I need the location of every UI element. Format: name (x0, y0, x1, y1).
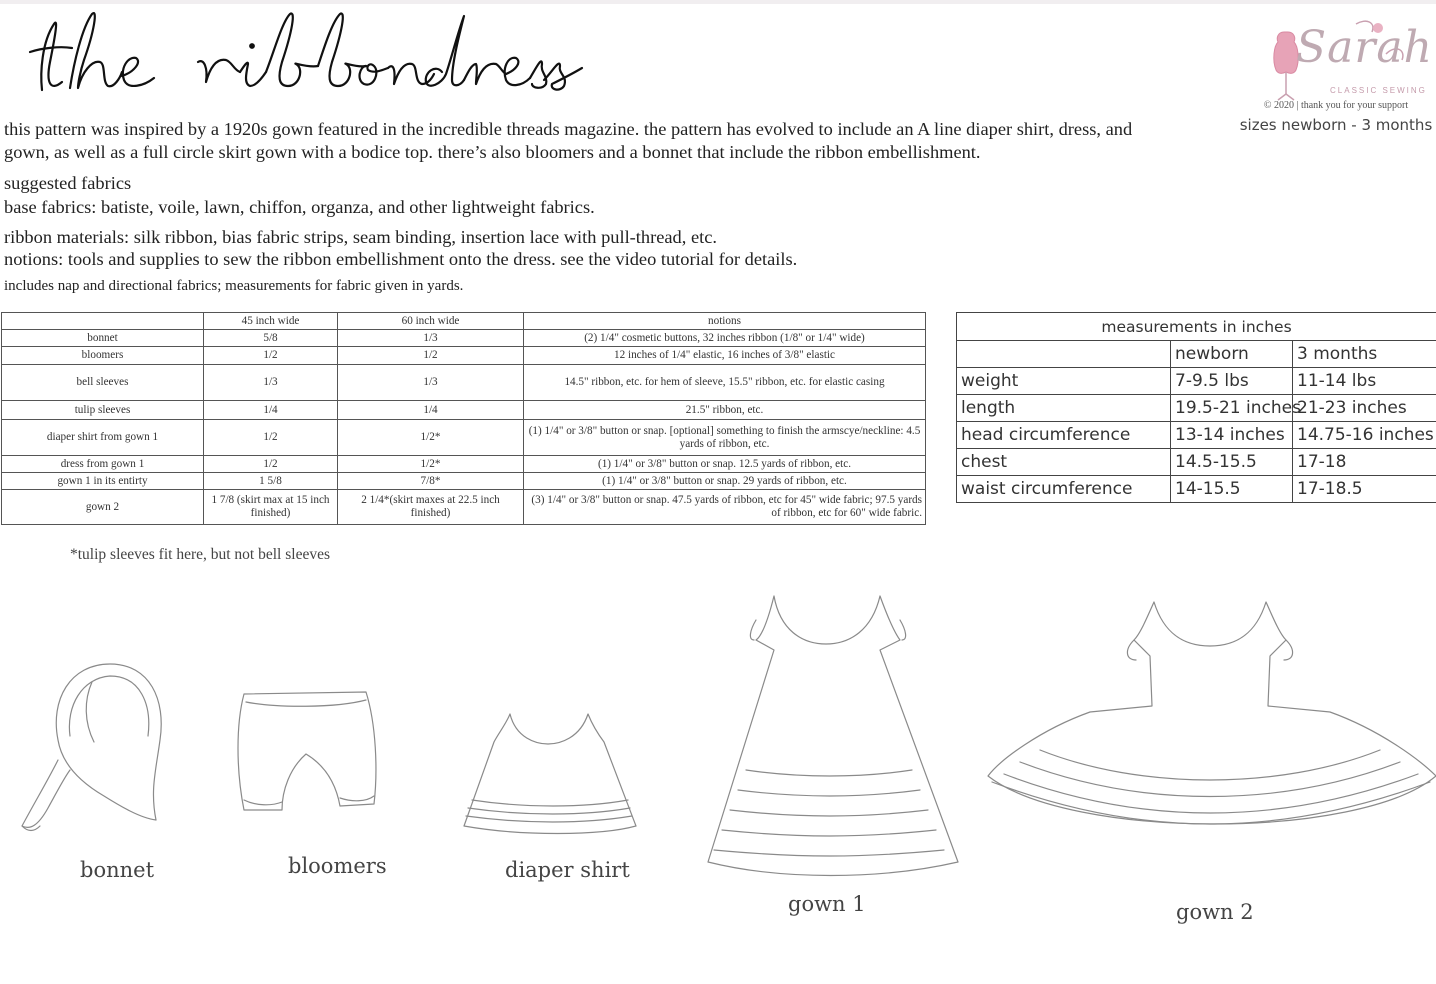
suggested-fabrics-heading: suggested fabrics (4, 173, 132, 193)
label-gown-1: gown 1 (788, 892, 866, 916)
copyright-text: © 2020 | thank you for your support (1263, 100, 1409, 111)
label-gown-2: gown 2 (1176, 900, 1254, 924)
table-cell: length (957, 395, 1171, 422)
table-cell: 2 1/4*(skirt maxes at 22.5 inch finished) (338, 490, 524, 525)
diaper-shirt-drawing (464, 714, 636, 834)
table-cell: 1/2 (204, 456, 338, 473)
fabric-requirements-table (1, 312, 926, 525)
table-cell: 21.5" ribbon, etc. (524, 401, 926, 420)
bloomers-drawing (238, 692, 376, 810)
table-cell: 1/2* (338, 420, 524, 456)
table-cell: bell sleeves (2, 365, 204, 401)
table-cell: weight (957, 368, 1171, 395)
table-header-cell: 60 inch wide (338, 313, 524, 330)
gown-1-drawing (708, 596, 958, 876)
table-cell: 1/2* (338, 456, 524, 473)
table-header-row (2, 313, 926, 330)
table-header-cell: notions (524, 313, 926, 330)
table-cell: 1/2 (204, 420, 338, 456)
table-cell: bonnet (2, 330, 204, 347)
table-cell: 14.5-15.5 (1171, 449, 1293, 476)
table-cell: 5/8 (204, 330, 338, 347)
table-header-cell: 3 months (1293, 341, 1436, 368)
table-cell: 21-23 inches (1293, 395, 1436, 422)
table-cell: bloomers (2, 347, 204, 365)
table-row (957, 476, 1436, 503)
bonnet-drawing (22, 664, 161, 831)
label-bloomers: bloomers (288, 854, 387, 878)
table-cell: 1/4 (338, 401, 524, 420)
table-cell: chest (957, 449, 1171, 476)
table-cell: 1/3 (338, 330, 524, 347)
table-row (957, 422, 1436, 449)
garment-illustrations (0, 580, 1436, 880)
table-cell: dress from gown 1 (2, 456, 204, 473)
table-cell: 1/2 (338, 347, 524, 365)
table-cell: 12 inches of 1/4" elastic, 16 inches of 3/8" elastic (524, 347, 926, 365)
notions-text: notions: tools and supplies to sew the ribbon embellishment onto the dress. see the video tutorial for details. (4, 249, 798, 269)
sizes-text: sizes newborn - 3 months (1239, 116, 1433, 134)
intro-paragraph: this pattern was inspired by a 1920s gown featured in the incredible threads magazine. the pattern has evolved to include an A line diaper shirt, dress, and gown, as well as a full circle skirt gown with a bodice top. there’s also bloomers and a bonnet that include the ribbon embellishment. (4, 119, 1133, 162)
page-title (12, 2, 592, 112)
table-header-cell: 45 inch wide (204, 313, 338, 330)
base-fabrics-text: base fabrics: batiste, voile, lawn, chiffon, organza, and other lightweight fabrics. (4, 197, 595, 217)
label-bonnet: bonnet (80, 858, 155, 882)
measurements-title-row (957, 313, 1436, 341)
table-cell: 7-9.5 lbs (1171, 368, 1293, 395)
table-row (2, 473, 926, 490)
table-cell: 13-14 inches (1171, 422, 1293, 449)
table-cell: 1/3 (338, 365, 524, 401)
table-row (2, 330, 926, 347)
table-row (957, 395, 1436, 422)
table-cell: (3) 1/4" or 3/8" button or snap. 47.5 yards of ribbon, etc for 45" wide fabric; 97.5 yards of ribbon, etc for 60" wide fabric. (524, 490, 926, 525)
table-cell: 17-18.5 (1293, 476, 1436, 503)
ribbon-materials-text: ribbon materials: silk ribbon, bias fabric strips, seam binding, insertion lace with pull-thread, etc. (4, 227, 717, 247)
table-cell: (2) 1/4" cosmetic buttons, 32 inches ribbon (1/8" or 1/4" wide) (524, 330, 926, 347)
table-cell: (1) 1/4" or 3/8" button or snap. [optional] something to finish the armscye/neckline: 4.5 yards of ribbon, etc. (524, 420, 926, 456)
table-cell: 14-15.5 (1171, 476, 1293, 503)
measurements-table (956, 312, 1436, 503)
table-row (2, 347, 926, 365)
table-row (957, 449, 1436, 476)
gown-2-drawing (988, 602, 1436, 824)
table-cell: 14.75-16 inches (1293, 422, 1436, 449)
brand-logo (1238, 14, 1434, 139)
table-cell: 11-14 lbs (1293, 368, 1436, 395)
table-header-cell: newborn (1171, 341, 1293, 368)
table-header-cell (957, 341, 1171, 368)
table-cell: head circumference (957, 422, 1171, 449)
table-cell: (1) 1/4" or 3/8" button or snap. 29 yards of ribbon, etc. (524, 473, 926, 490)
table-cell: gown 2 (2, 490, 204, 525)
footnote-text: *tulip sleeves fit here, but not bell sleeves (70, 546, 330, 563)
table-row (2, 490, 926, 525)
table-cell: 1/3 (204, 365, 338, 401)
table-row (2, 401, 926, 420)
table-cell: 1 7/8 (skirt max at 15 inch finished) (204, 490, 338, 525)
table-cell: 7/8* (338, 473, 524, 490)
table-row (957, 368, 1436, 395)
measurements-title: measurements in inches (957, 313, 1436, 341)
table-row (2, 420, 926, 456)
table-cell: (1) 1/4" or 3/8" button or snap. 12.5 yards of ribbon, etc. (524, 456, 926, 473)
table-header-cell (2, 313, 204, 330)
title-script-lettering (12, 2, 592, 112)
table-cell: 1/2 (204, 347, 338, 365)
table-row (2, 365, 926, 401)
table-cell: 1 5/8 (204, 473, 338, 490)
logo-name: Sarah (1296, 22, 1433, 73)
table-cell: waist circumference (957, 476, 1171, 503)
table-cell: 1/4 (204, 401, 338, 420)
label-diaper-shirt: diaper shirt (505, 858, 630, 882)
table-cell: diaper shirt from gown 1 (2, 420, 204, 456)
table-row (2, 456, 926, 473)
nap-note-text: includes nap and directional fabrics; measurements for fabric given in yards. (4, 278, 464, 294)
table-cell: tulip sleeves (2, 401, 204, 420)
table-cell: 19.5-21 inches (1171, 395, 1293, 422)
logo-subtitle: CLASSIC SEWING (1330, 86, 1427, 95)
table-cell: 14.5" ribbon, etc. for hem of sleeve, 15.5" ribbon, etc. for elastic casing (524, 365, 926, 401)
table-cell: gown 1 in its entirty (2, 473, 204, 490)
table-cell: 17-18 (1293, 449, 1436, 476)
measurements-header-row (957, 341, 1436, 368)
